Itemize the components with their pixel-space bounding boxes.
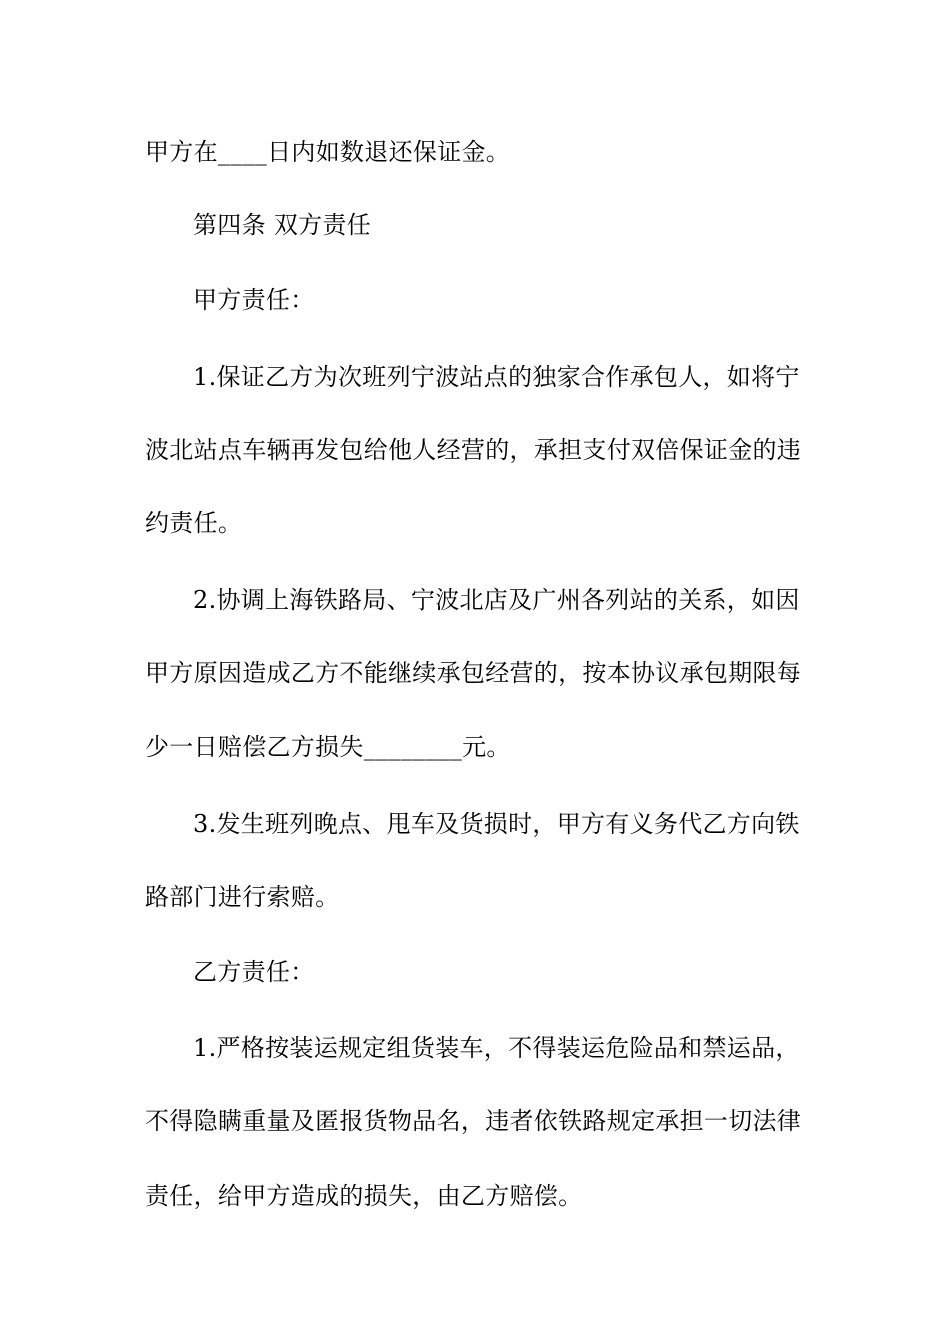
paragraph-line: 少一日赔偿乙方损失________元。 <box>145 733 511 761</box>
subsection-heading: 甲方责任： <box>193 286 315 314</box>
paragraph-line: 1.严格按装运规定组货装车，不得装运危险品和禁运品， <box>193 1034 800 1062</box>
paragraph-line: 3.发生班列晚点、甩车及货损时，甲方有义务代乙方向铁 <box>193 810 800 838</box>
paragraph-line: 路部门进行索赔。 <box>145 883 340 911</box>
subsection-heading: 乙方责任： <box>193 958 315 986</box>
paragraph-line: 甲方原因造成乙方不能继续承包经营的，按本协议承包期限每 <box>145 659 802 687</box>
paragraph-line: 波北站点车辆再发包给他人经营的，承担支付双倍保证金的违 <box>145 436 802 464</box>
paragraph-line: 不得隐瞒重量及匿报货物品名，违者依铁路规定承担一切法律 <box>145 1107 802 1135</box>
paragraph-line: 2.协调上海铁路局、宁波北店及广州各列站的关系，如因 <box>193 586 800 614</box>
paragraph-line: 1.保证乙方为次班列宁波站点的独家合作承包人，如将宁 <box>193 363 800 391</box>
section-heading: 第四条 双方责任 <box>193 211 372 239</box>
paragraph-line: 责任，给甲方造成的损失，由乙方赔偿。 <box>145 1182 583 1210</box>
paragraph-line: 甲方在____日内如数退还保证金。 <box>145 138 511 166</box>
paragraph-line: 约责任。 <box>145 509 243 537</box>
